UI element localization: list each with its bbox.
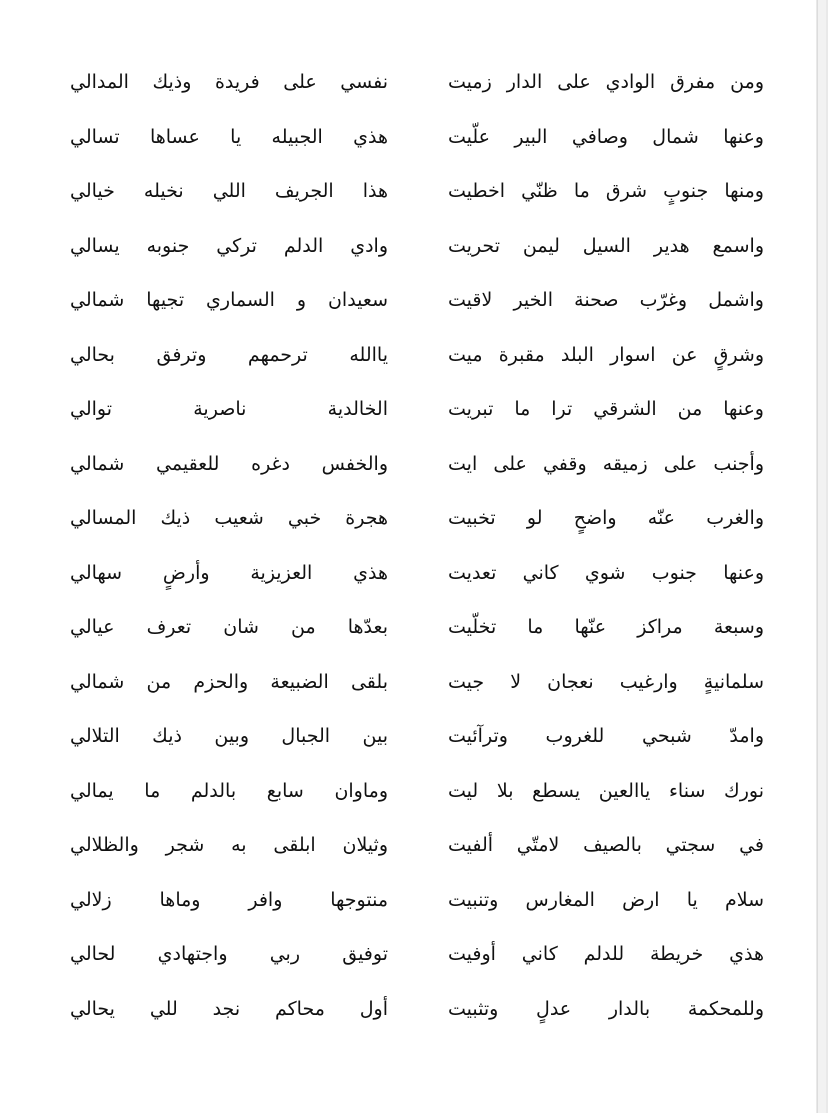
verse-row: [0, 712, 816, 767]
verse-row: [0, 385, 816, 440]
verse-row: [0, 440, 816, 495]
first-hemistich: وعنها شمال وصافي البير علّيت: [448, 125, 764, 148]
second-hemistich: وماوان سابع بالدلم ما يمالي: [70, 779, 388, 802]
verse-row: [0, 767, 816, 822]
first-hemistich: والغرب عنّه واضحٍ لو تخبيت: [448, 507, 764, 529]
first-hemistich: سلام يا ارض المغارس وتنبيت: [448, 888, 764, 911]
verse-row: [0, 658, 816, 713]
second-hemistich: بين الجبال وبين ذيك التلالي: [70, 725, 388, 747]
second-hemistich: وادي الدلم تركي جنوبه يسالي: [70, 234, 388, 257]
first-hemistich: هذي خريطة للدلم كاني أوفيت: [448, 943, 764, 965]
second-hemistich: وثيلان ابلقى به شجر والظلالي: [70, 834, 388, 856]
scrollbar-thumb[interactable]: [817, 0, 826, 1113]
verse-row: [0, 222, 816, 277]
first-hemistich: ومنها جنوبٍ شرق ما ظنّي اخطيت: [448, 180, 764, 202]
first-hemistich: وسبعة مراكز عنّها ما تخلّيت: [448, 616, 764, 638]
first-hemistich: وشرقٍ عن اسوار البلد مقبرة ميت: [448, 343, 764, 366]
second-hemistich: أول محاكم نجد للي يحالي: [70, 997, 388, 1020]
verse-row: [0, 549, 816, 604]
first-hemistich: وامدّ شبحي للغروب وترآئيت: [448, 725, 764, 747]
first-hemistich: سلمانيةٍ وارغيب نعجان لا جيت: [448, 670, 764, 693]
first-hemistich: في سجتي بالصيف لامتّي ألفيت: [448, 834, 764, 856]
first-hemistich: وللمحكمة بالدار عدلٍ وتثبيت: [448, 997, 764, 1020]
verse-row: [0, 985, 816, 1040]
second-hemistich: والخفس دغره للعقيمي شمالي: [70, 452, 388, 475]
first-hemistich: وأجنب على زميقه وقفي على ايت: [448, 452, 764, 475]
first-hemistich: واسمع هدير السيل ليمن تحريت: [448, 234, 764, 257]
second-hemistich: هذي العزيزية وأرضٍ سهالي: [70, 561, 388, 584]
verse-row: [0, 876, 816, 931]
first-hemistich: وعنها من الشرقي ترا ما تبريت: [448, 398, 764, 420]
verse-row: [0, 930, 816, 985]
first-hemistich: وعنها جنوب شوي كاني تعديت: [448, 561, 764, 584]
second-hemistich: نفسي على فريدة وذيك المدالي: [70, 71, 388, 93]
second-hemistich: توفيق ربي واجتهادي لحالي: [70, 943, 388, 965]
verse-row: [0, 331, 816, 386]
second-hemistich: هذا الجريف اللي نخيله خيالي: [70, 180, 388, 202]
verse-row: [0, 276, 816, 331]
second-hemistich: الخالدية ناصرية توالي: [70, 398, 388, 420]
scrollbar-track[interactable]: [816, 0, 828, 1113]
verse-row: [0, 58, 816, 113]
second-hemistich: هجرة خبي شعيب ذيك المسالي: [70, 507, 388, 529]
second-hemistich: ياالله ترحمهم وترفق بحالي: [70, 343, 388, 366]
second-hemistich: بعدّها من شان تعرف عيالي: [70, 616, 388, 638]
verse-row: [0, 113, 816, 168]
first-hemistich: ومن مفرق الوادي على الدار زميت: [448, 71, 764, 93]
verse-row: [0, 494, 816, 549]
second-hemistich: منتوجها وافر وماها زلالي: [70, 888, 388, 911]
verse-row: [0, 821, 816, 876]
verse-row: [0, 603, 816, 658]
second-hemistich: بلقى الضبيعة والحزم من شمالي: [70, 670, 388, 693]
second-hemistich: سعيدان و السماري تجيها شمالي: [70, 289, 388, 311]
first-hemistich: واشمل وغرّب صحنة الخير لاقيت: [448, 289, 764, 311]
verse-row: [0, 167, 816, 222]
first-hemistich: نورك سناء ياالعين يسطع بلا ليت: [448, 779, 764, 802]
second-hemistich: هذي الجبيله يا عساها تسالي: [70, 125, 388, 148]
poem: [0, 58, 816, 1039]
